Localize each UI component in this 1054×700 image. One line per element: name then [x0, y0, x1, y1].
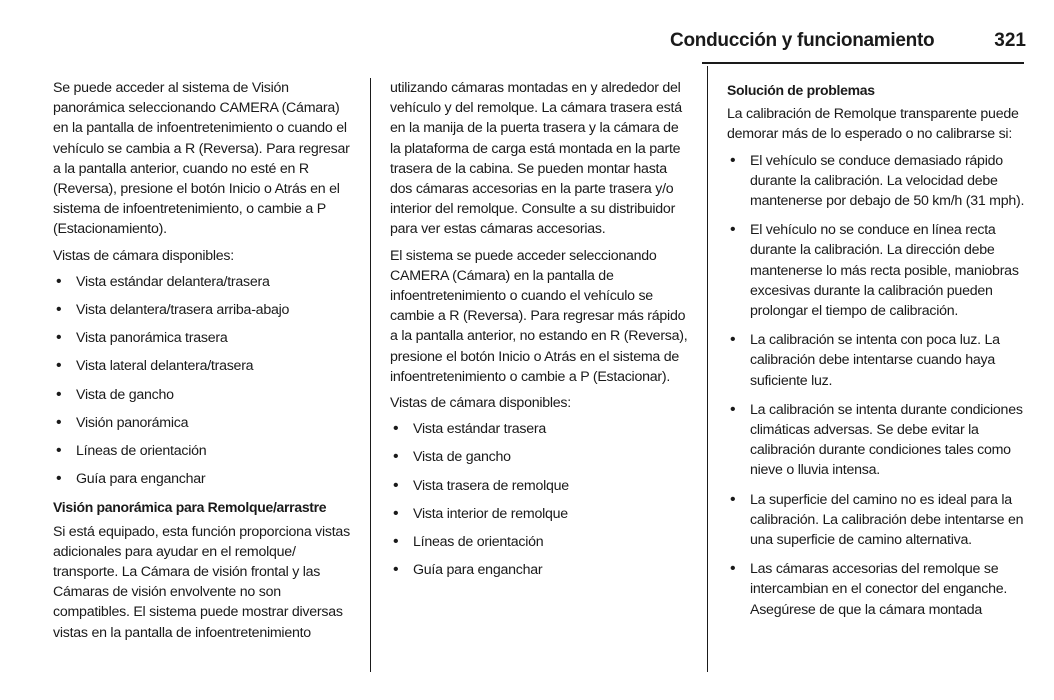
header-rule [702, 62, 1024, 64]
column-divider-1 [370, 78, 371, 672]
list-item: • Guía para enganchar [53, 469, 353, 489]
page-header [670, 30, 1026, 52]
list-item: • Guía para enganchar [390, 560, 690, 580]
troubleshooting-list [727, 151, 1027, 620]
list-item: • Visión panorámica [53, 413, 353, 433]
troubleshooting-heading: Solución de problemas [727, 82, 875, 98]
list-item: • Vista estándar delantera/trasera [53, 272, 353, 292]
list-item: • Líneas de orientación [390, 532, 690, 552]
list-item: • La calibración se intenta con poca luz. La calibración debe intentarse cuando haya suficiente luz. [727, 330, 1027, 391]
views-heading: Vistas de cámara disponibles: [53, 247, 234, 264]
section-title: Conducción y funcionamiento [670, 30, 935, 51]
list-item: • Vista delantera/trasera arriba-abajo [53, 300, 353, 320]
views-list [53, 272, 353, 490]
list-item: • Vista trasera de remolque [390, 476, 690, 496]
continued-paragraph: utilizando cámaras montadas en y alrededor del vehículo y del remolque. La cámara trasera está en la manija de la puerta trasera y la cámara de la plataforma de carga está montada en la parte trasera de la cabina. Se pueden montar hasta dos cámaras accesorias en la parte trasera y/o interior del remolque. Consulte a su distribuidor para ver estas cámaras accesorias. [390, 80, 682, 238]
column-2 [390, 78, 690, 588]
column-3 [727, 78, 1027, 629]
views-heading: Vistas de cámara disponibles: [390, 395, 571, 412]
list-item: • Las cámaras accesorias del remolque se intercambian en el conector del enganche. Asegúrese de que la cámara montada [727, 559, 1027, 620]
list-item: • Líneas de orientación [53, 441, 353, 461]
list-item: • Vista estándar trasera [390, 419, 690, 439]
troubleshooting-intro: La calibración de Remolque transparente puede demorar más de lo esperado o no calibrarse si: [727, 106, 1019, 143]
access-paragraph: El sistema se puede acceder seleccionando CAMERA (Cámara) en la pantalla de infoentretenimiento o cuando el vehículo se cambie a R (Reversa). Para regresar más rápido a la pantalla anterior, no estando en R (Reversa), presione el botón Inicio o Atrás en el sistema de infoentretenimiento o cambie a P (Estacionar). [390, 247, 688, 385]
list-item: • La calibración se intenta durante condiciones climáticas adversas. Se debe evitar la calibración durante condiciones tales como nieve o lluvia intensa. [727, 400, 1027, 481]
list-item: • Vista interior de remolque [390, 504, 690, 524]
list-item: • El vehículo se conduce demasiado rápido durante la calibración. La velocidad debe mantenerse por debajo de 50 km/h (31 mph). [727, 151, 1027, 212]
list-item: • Vista de gancho [390, 447, 690, 467]
views-list [390, 419, 690, 580]
list-item: • Vista de gancho [53, 385, 353, 405]
intro-paragraph: Se puede acceder al sistema de Visión panorámica seleccionando CAMERA (Cámara) en la pantalla de infoentretenimiento o cuando el vehículo se cambia a R (Reversa). Para regresar a la pantalla anterior, cuando no esté en R (Reversa), presione el botón Inicio o Atrás en el sistema de infoentretenimiento, o cambie a P (Estacionamiento). [53, 80, 350, 238]
column-divider-2 [707, 66, 708, 672]
trailer-paragraph: Si está equipado, esta función proporciona vistas adicionales para ayudar en el remolque/ transporte. La Cámara de visión frontal y las Cámaras de visión envolvente no son compatibles. El sistema puede mostrar diversas vistas en la pantalla de infoentretenimiento [53, 523, 350, 641]
column-1 [53, 78, 353, 649]
trailer-heading: Visión panorámica para Remolque/arrastre [53, 499, 327, 516]
list-item: • El vehículo no se conduce en línea recta durante la calibración. La dirección debe mantenerse lo más recta posible, maniobras excesivas durante la calibración pueden prolongar el tiempo de calibración. [727, 220, 1027, 321]
list-item: • Vista panorámica trasera [53, 328, 353, 348]
list-item: • La superficie del camino no es ideal para la calibración. La calibración debe intentarse en una superficie de camino alternativa. [727, 490, 1027, 551]
page-number: 321 [994, 30, 1026, 51]
list-item: • Vista lateral delantera/trasera [53, 356, 353, 376]
